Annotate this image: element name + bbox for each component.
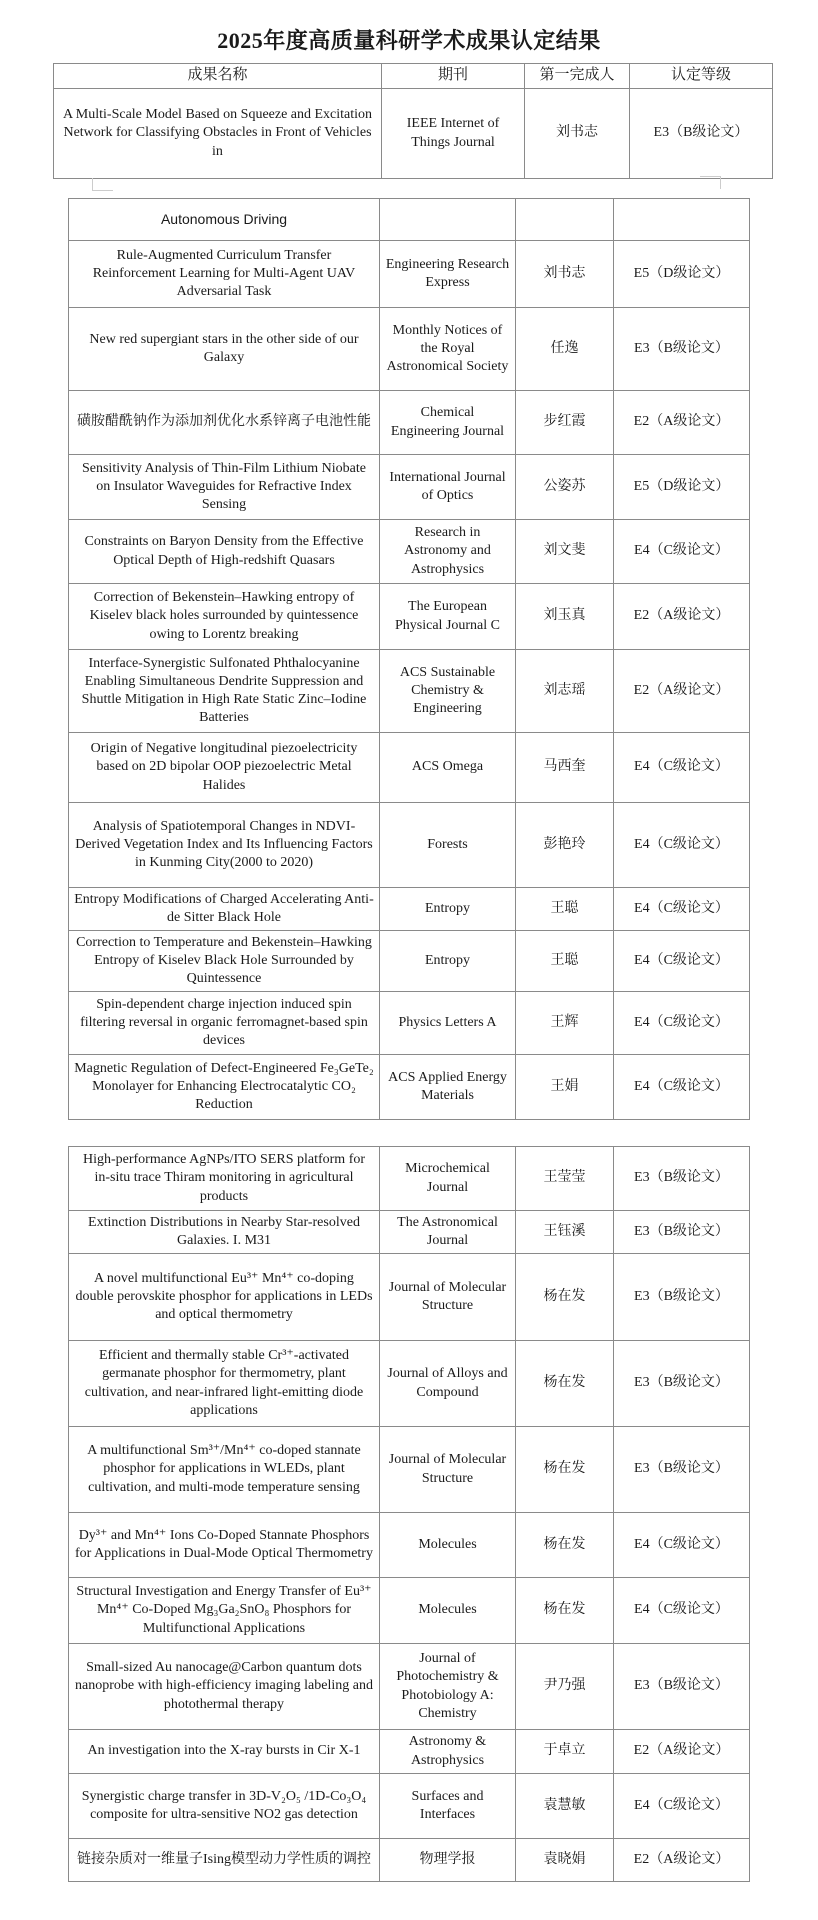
title-cell: Correction to Temperature and Bekenstein–Hawking Entropy of Kiselev Black Hole Surrounded by Quintessence bbox=[69, 931, 380, 992]
table-row bbox=[69, 584, 750, 650]
journal-cell: Astronomy & Astrophysics bbox=[380, 1730, 516, 1774]
author-cell: 任逸 bbox=[516, 308, 614, 391]
title-cell: Structural Investigation and Energy Transfer of Eu³⁺ Mn⁴⁺ Co-Doped Mg₃Ga₂SnO₈ Phosphors for Multifunctional Applications bbox=[69, 1578, 380, 1644]
journal-cell: ACS Sustainable Chemistry & Engineering bbox=[380, 650, 516, 733]
title-cell: Interface-Synergistic Sulfonated Phthalocyanine Enabling Simultaneous Dendrite Suppression and Shuttle Mitigation in High Rate Static Zinc–Iodine Batteries bbox=[69, 650, 380, 733]
journal-cell bbox=[380, 199, 516, 241]
page-title: 2025年度高质量科研学术成果认定结果 bbox=[217, 28, 601, 53]
journal-cell: Molecules bbox=[380, 1513, 516, 1578]
author-cell: 刘书志 bbox=[516, 241, 614, 308]
table-row bbox=[69, 1774, 750, 1839]
title-cell: Magnetic Regulation of Defect-Engineered Fe₃GeTe₂ Monolayer for Enhancing Electrocatalytic CO₂ Reduction bbox=[69, 1055, 380, 1120]
level-cell: E4（C级论文） bbox=[614, 931, 750, 992]
title-cell: Entropy Modifications of Charged Accelerating Anti-de Sitter Black Hole bbox=[69, 888, 380, 931]
author-cell: 步红霞 bbox=[516, 391, 614, 455]
table-row bbox=[69, 650, 750, 733]
title-cell: Correction of Bekenstein–Hawking entropy of Kiselev black holes surrounded by quintessence owing to Lorentz breaking bbox=[69, 584, 380, 650]
level-cell: E4（C级论文） bbox=[614, 1774, 750, 1839]
results-table-2 bbox=[68, 198, 750, 1120]
journal-cell: Surfaces and Interfaces bbox=[380, 1774, 516, 1839]
table-row bbox=[69, 992, 750, 1055]
corner-mark bbox=[700, 176, 721, 189]
level-cell: E3（B级论文） bbox=[614, 1211, 750, 1254]
author-cell: 刘玉真 bbox=[516, 584, 614, 650]
title-cell: 磺胺醋酰钠作为添加剂优化水系锌离子电池性能 bbox=[69, 391, 380, 455]
author-cell: 杨在发 bbox=[516, 1427, 614, 1513]
level-cell: E3（B级论文） bbox=[614, 1147, 750, 1211]
journal-cell: Molecules bbox=[380, 1578, 516, 1644]
table-row bbox=[69, 1254, 750, 1341]
level-cell: E2（A级论文） bbox=[614, 650, 750, 733]
journal-cell: ACS Applied Energy Materials bbox=[380, 1055, 516, 1120]
journal-cell: Research in Astronomy and Astrophysics bbox=[380, 520, 516, 584]
title-cell: A novel multifunctional Eu³⁺ Mn⁴⁺ co-doping double perovskite phosphor for applications in LEDs and optical thermometry bbox=[69, 1254, 380, 1341]
level-cell: E4（C级论文） bbox=[614, 1578, 750, 1644]
level-cell: E3（B级论文） bbox=[630, 89, 773, 179]
author-cell: 刘书志 bbox=[525, 89, 630, 179]
author-cell: 彭艳玲 bbox=[516, 803, 614, 888]
level-cell: E4（C级论文） bbox=[614, 803, 750, 888]
table-row bbox=[69, 1578, 750, 1644]
author-cell: 杨在发 bbox=[516, 1341, 614, 1427]
journal-cell: The Astronomical Journal bbox=[380, 1211, 516, 1254]
header-row bbox=[54, 64, 773, 89]
journal-cell: Journal of Molecular Structure bbox=[380, 1427, 516, 1513]
journal-cell: Physics Letters A bbox=[380, 992, 516, 1055]
title-cell: A multifunctional Sm³⁺/Mn⁴⁺ co-doped stannate phosphor for applications in WLEDs, plant cultivation, and multi-mode temperature sensing bbox=[69, 1427, 380, 1513]
table-row bbox=[69, 199, 750, 241]
header-name: 成果名称 bbox=[54, 64, 382, 89]
title-cell: Efficient and thermally stable Cr³⁺-activated germanate phosphor for thermometry, plant cultivation, and near-infrared light-emitting diode applications bbox=[69, 1341, 380, 1427]
author-cell: 袁晓娟 bbox=[516, 1839, 614, 1882]
table-row bbox=[69, 733, 750, 803]
author-cell: 杨在发 bbox=[516, 1513, 614, 1578]
level-cell: E2（A级论文） bbox=[614, 391, 750, 455]
title-cell: Autonomous Driving bbox=[69, 199, 380, 241]
level-cell: E3（B级论文） bbox=[614, 308, 750, 391]
title-cell: High-performance AgNPs/ITO SERS platform for in-situ trace Thiram monitoring in agricultural products bbox=[69, 1147, 380, 1211]
table-row bbox=[69, 1427, 750, 1513]
level-cell: E3（B级论文） bbox=[614, 1427, 750, 1513]
level-cell: E2（A级论文） bbox=[614, 584, 750, 650]
results-table-1 bbox=[53, 63, 773, 179]
level-cell: E2（A级论文） bbox=[614, 1730, 750, 1774]
level-cell: E4（C级论文） bbox=[614, 520, 750, 584]
journal-cell: Monthly Notices of the Royal Astronomical Society bbox=[380, 308, 516, 391]
journal-cell: International Journal of Optics bbox=[380, 455, 516, 520]
table-row bbox=[69, 1211, 750, 1254]
level-cell: E4（C级论文） bbox=[614, 888, 750, 931]
author-cell: 杨在发 bbox=[516, 1578, 614, 1644]
title-cell: Analysis of Spatiotemporal Changes in NDVI-Derived Vegetation Index and Its Influencing Factors in Kunming City(2000 to 2020) bbox=[69, 803, 380, 888]
title-cell: Sensitivity Analysis of Thin-Film Lithium Niobate on Insulator Waveguides for Refractive Index Sensing bbox=[69, 455, 380, 520]
table-row bbox=[54, 89, 773, 179]
table-row bbox=[69, 1341, 750, 1427]
journal-cell: Microchemical Journal bbox=[380, 1147, 516, 1211]
author-cell: 刘志瑶 bbox=[516, 650, 614, 733]
author-cell: 王钰溪 bbox=[516, 1211, 614, 1254]
table-row bbox=[69, 1055, 750, 1120]
journal-cell: Forests bbox=[380, 803, 516, 888]
table-row bbox=[69, 520, 750, 584]
level-cell: E4（C级论文） bbox=[614, 733, 750, 803]
title-cell: A Multi-Scale Model Based on Squeeze and Excitation Network for Classifying Obstacles in Front of Vehicles in bbox=[54, 89, 382, 179]
table-row bbox=[69, 308, 750, 391]
journal-cell: Journal of Molecular Structure bbox=[380, 1254, 516, 1341]
table-row bbox=[69, 241, 750, 308]
journal-cell: Journal of Alloys and Compound bbox=[380, 1341, 516, 1427]
level-cell: E5（D级论文） bbox=[614, 241, 750, 308]
level-cell: E4（C级论文） bbox=[614, 992, 750, 1055]
author-cell: 刘文斐 bbox=[516, 520, 614, 584]
results-table-3 bbox=[68, 1146, 750, 1882]
table-row bbox=[69, 1644, 750, 1730]
level-cell: E4（C级论文） bbox=[614, 1513, 750, 1578]
level-cell: E4（C级论文） bbox=[614, 1055, 750, 1120]
journal-cell: The European Physical Journal C bbox=[380, 584, 516, 650]
header-journal: 期刊 bbox=[382, 64, 525, 89]
level-cell: E3（B级论文） bbox=[614, 1254, 750, 1341]
author-cell: 袁慧敏 bbox=[516, 1774, 614, 1839]
table-row bbox=[69, 455, 750, 520]
title-cell: Rule-Augmented Curriculum Transfer Reinforcement Learning for Multi-Agent UAV Adversarial Task bbox=[69, 241, 380, 308]
journal-cell: Entropy bbox=[380, 888, 516, 931]
header-author: 第一完成人 bbox=[525, 64, 630, 89]
journal-cell: Entropy bbox=[380, 931, 516, 992]
corner-mark bbox=[92, 178, 113, 191]
author-cell: 公姿苏 bbox=[516, 455, 614, 520]
header-level: 认定等级 bbox=[630, 64, 773, 89]
author-cell: 王辉 bbox=[516, 992, 614, 1055]
title-cell: Spin-dependent charge injection induced spin filtering reversal in organic ferromagnet-based spin devices bbox=[69, 992, 380, 1055]
journal-cell: IEEE Internet of Things Journal bbox=[382, 89, 525, 179]
journal-cell: Chemical Engineering Journal bbox=[380, 391, 516, 455]
title-cell: Origin of Negative longitudinal piezoelectricity based on 2D bipolar OOP piezoelectric Metal Halides bbox=[69, 733, 380, 803]
journal-cell: Engineering Research Express bbox=[380, 241, 516, 308]
level-cell: E3（B级论文） bbox=[614, 1644, 750, 1730]
journal-cell: Journal of Photochemistry & Photobiology A: Chemistry bbox=[380, 1644, 516, 1730]
title-cell: 链接杂质对一维量子Ising模型动力学性质的调控 bbox=[69, 1839, 380, 1882]
table-row bbox=[69, 803, 750, 888]
title-cell: New red supergiant stars in the other side of our Galaxy bbox=[69, 308, 380, 391]
table-row bbox=[69, 1839, 750, 1882]
author-cell: 王聪 bbox=[516, 888, 614, 931]
author-cell: 于卓立 bbox=[516, 1730, 614, 1774]
table-row bbox=[69, 1513, 750, 1578]
table-row bbox=[69, 931, 750, 992]
table-row bbox=[69, 1147, 750, 1211]
author-cell: 王娟 bbox=[516, 1055, 614, 1120]
author-cell: 尹乃强 bbox=[516, 1644, 614, 1730]
title-cell: Synergistic charge transfer in 3D-V₂O₅ /1D-Co₃O₄ composite for ultra-sensitive NO2 gas detection bbox=[69, 1774, 380, 1839]
table-row bbox=[69, 1730, 750, 1774]
level-cell bbox=[614, 199, 750, 241]
level-cell: E3（B级论文） bbox=[614, 1341, 750, 1427]
title-cell: Small-sized Au nanocage@Carbon quantum dots nanoprobe with high-efficiency imaging labeling and photothermal therapy bbox=[69, 1644, 380, 1730]
author-cell: 王聪 bbox=[516, 931, 614, 992]
table-row bbox=[69, 888, 750, 931]
author-cell: 马西奎 bbox=[516, 733, 614, 803]
author-cell: 王莹莹 bbox=[516, 1147, 614, 1211]
level-cell: E5（D级论文） bbox=[614, 455, 750, 520]
title-cell: An investigation into the X-ray bursts in Cir X-1 bbox=[69, 1730, 380, 1774]
title-cell: Constraints on Baryon Density from the Effective Optical Depth of High-redshift Quasars bbox=[69, 520, 380, 584]
level-cell: E2（A级论文） bbox=[614, 1839, 750, 1882]
title-cell: Extinction Distributions in Nearby Star-resolved Galaxies. I. M31 bbox=[69, 1211, 380, 1254]
title-cell: Dy³⁺ and Mn⁴⁺ Ions Co-Doped Stannate Phosphors for Applications in Dual-Mode Optical Thermometry bbox=[69, 1513, 380, 1578]
author-cell bbox=[516, 199, 614, 241]
author-cell: 杨在发 bbox=[516, 1254, 614, 1341]
journal-cell: 物理学报 bbox=[380, 1839, 516, 1882]
journal-cell: ACS Omega bbox=[380, 733, 516, 803]
table-row bbox=[69, 391, 750, 455]
